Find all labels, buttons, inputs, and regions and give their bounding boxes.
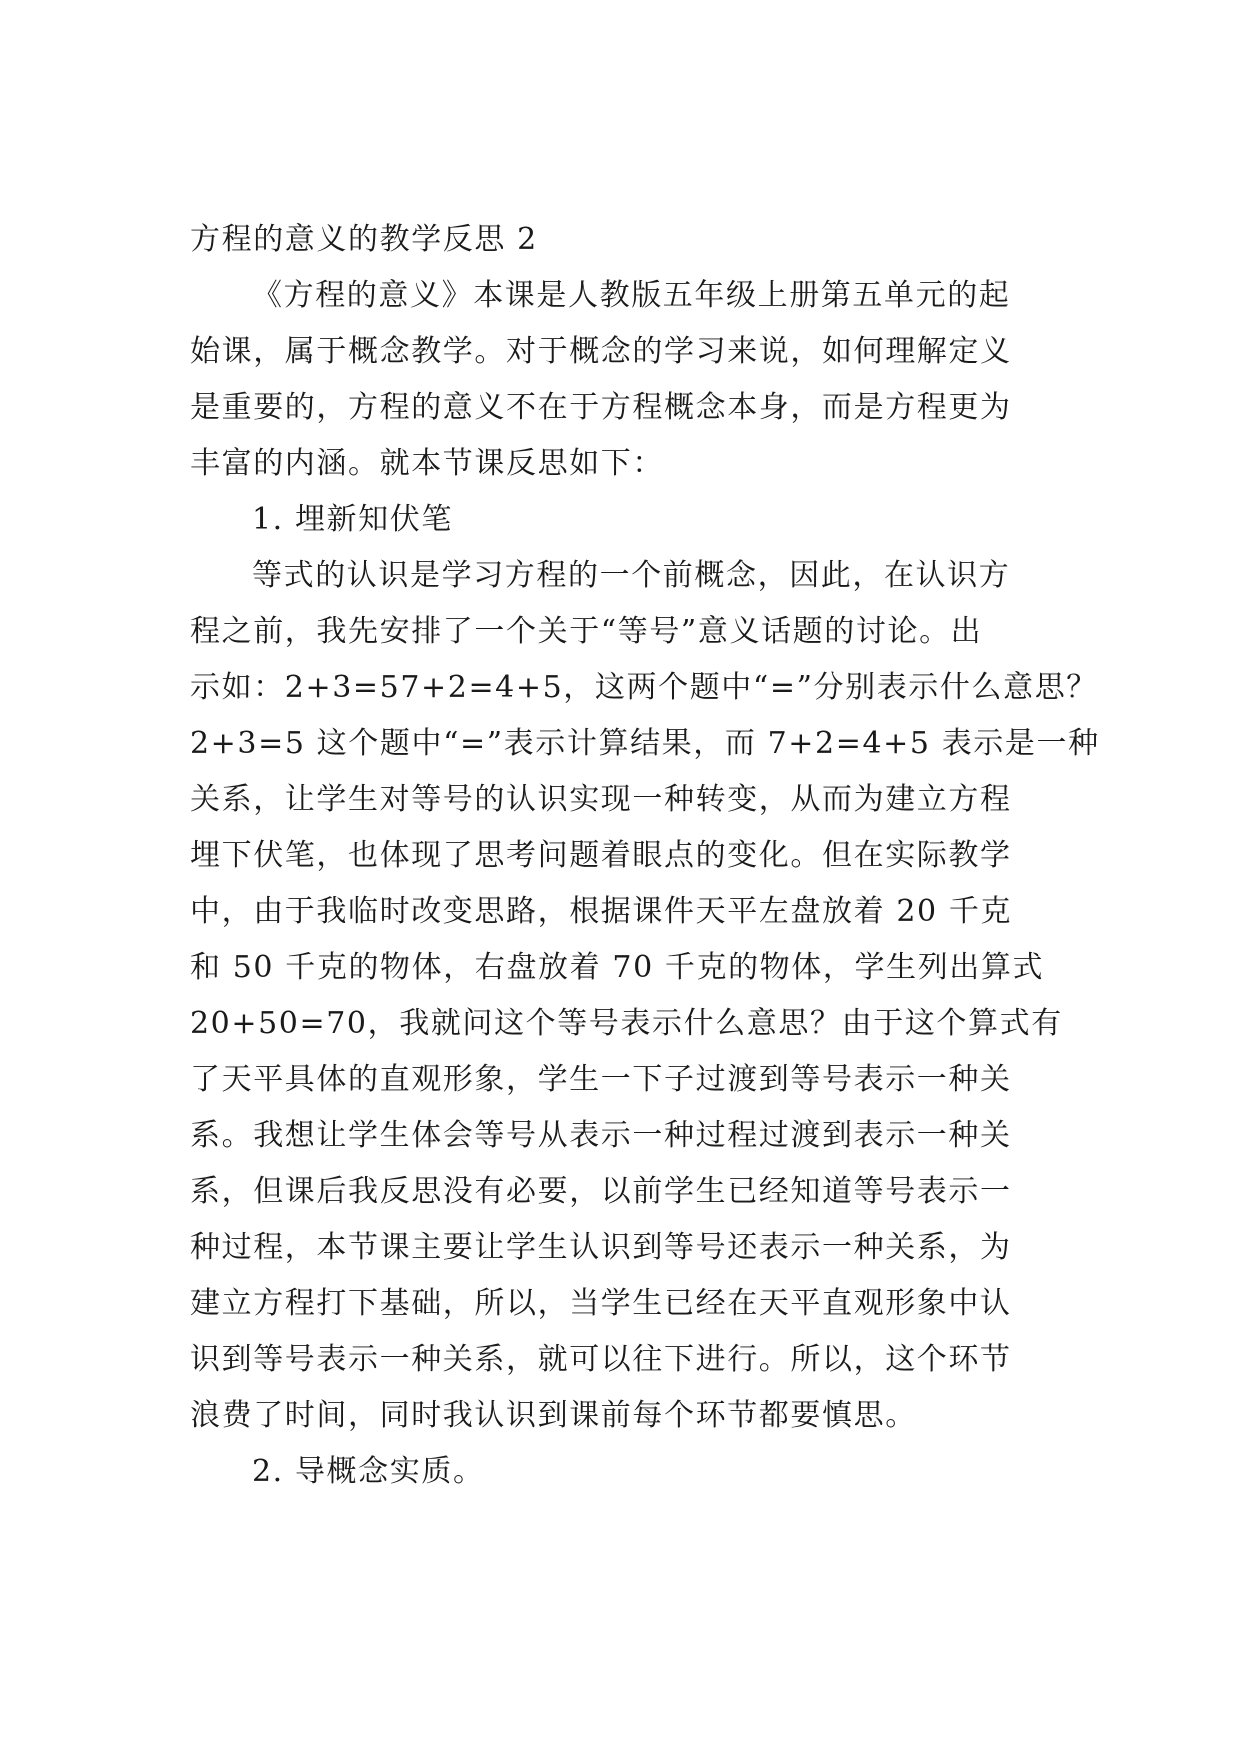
paragraph-line: 建立方程打下基础，所以，当学生已经在天平直观形象中认 (190, 1286, 1012, 1321)
document-title: 方程的意义的教学反思 2 (190, 222, 538, 257)
paragraph-line: 等式的认识是学习方程的一个前概念，因此，在认识方 (252, 558, 1011, 593)
paragraph-line: 埋下伏笔，也体现了思考问题着眼点的变化。但在实际教学 (190, 838, 1012, 873)
paragraph-line: 20+50=70，我就问这个等号表示什么意思？由于这个算式有 (190, 1006, 1063, 1041)
document-page (190, 212, 1100, 1500)
paragraph-line: 关系，让学生对等号的认识实现一种转变，从而为建立方程 (190, 782, 1012, 817)
paragraph-line: 了天平具体的直观形象，学生一下子过渡到等号表示一种关 (190, 1062, 1012, 1097)
paragraph-line: 示如：2+3=57+2=4+5，这两个题中“=”分别表示什么意思？ (190, 670, 1098, 705)
paragraph-line: 浪费了时间，同时我认识到课前每个环节都要慎思。 (190, 1398, 917, 1433)
paragraph-line: 和 50 千克的物体，右盘放着 70 千克的物体，学生列出算式 (190, 950, 1045, 985)
paragraph-line: 《方程的意义》本课是人教版五年级上册第五单元的起 (252, 278, 1011, 313)
section-heading: 1. 埋新知伏笔 (252, 502, 453, 537)
paragraph-line: 识到等号表示一种关系，就可以往下进行。所以，这个环节 (190, 1342, 1012, 1377)
paragraph-line: 始课，属于概念教学。对于概念的学习来说，如何理解定义 (190, 334, 1012, 369)
paragraph-line: 2+3=5 这个题中“=”表示计算结果，而 7+2=4+5 表示是一种 (190, 726, 1100, 761)
paragraph-line: 系。我想让学生体会等号从表示一种过程过渡到表示一种关 (190, 1118, 1012, 1153)
paragraph-line: 程之前，我先安排了一个关于“等号”意义话题的讨论。出 (190, 614, 983, 649)
paragraph-line: 是重要的，方程的意义不在于方程概念本身，而是方程更为 (190, 390, 1012, 425)
section-heading: 2. 导概念实质。 (252, 1454, 485, 1489)
paragraph-line: 种过程，本节课主要让学生认识到等号还表示一种关系，为 (190, 1230, 1012, 1265)
paragraph-line: 丰富的内涵。就本节课反思如下： (190, 446, 664, 481)
paragraph-line: 系，但课后我反思没有必要，以前学生已经知道等号表示一 (190, 1174, 1012, 1209)
paragraph-line: 中，由于我临时改变思路，根据课件天平左盘放着 20 千克 (190, 894, 1013, 929)
